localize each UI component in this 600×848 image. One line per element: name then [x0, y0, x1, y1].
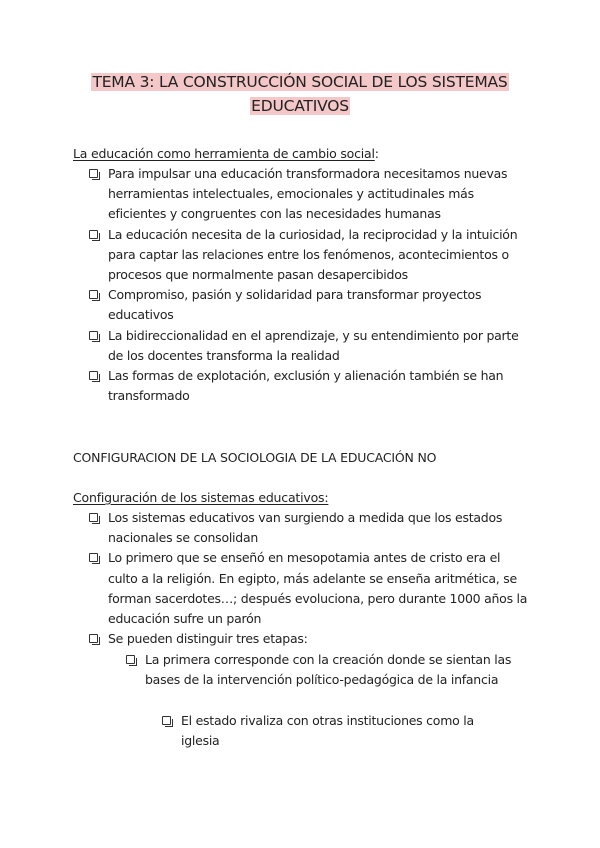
checkbox-bullet-icon — [89, 553, 98, 562]
list-item — [108, 548, 528, 629]
list-item — [108, 164, 528, 225]
section-heading-education-systems: Configuración de los sistemas educativos: — [73, 490, 329, 505]
section-heading-sociology: CONFIGURACION DE LA SOCIOLOGIA DE LA EDUCACIÓN NO — [73, 450, 437, 465]
list-item — [108, 508, 528, 548]
page-title — [0, 70, 600, 118]
checkbox-bullet-icon — [89, 290, 98, 299]
title-line-2: EDUCATIVOS — [251, 97, 349, 115]
checkbox-bullet-icon — [89, 230, 98, 239]
section3-bullet-list — [108, 508, 528, 649]
list-item-text: La educación necesita de la curiosidad, la reciprocidad y la intuición para captar las relaciones entre los fenómenos, acontecimientos o procesos que normalmente pasan desapercibidos — [108, 226, 518, 283]
list-item-text: Se pueden distinguir tres etapas: — [108, 631, 308, 647]
section3-sub-list — [145, 650, 525, 690]
list-item — [145, 650, 525, 690]
checkbox-bullet-icon — [89, 331, 98, 340]
section-heading-colon: : — [374, 146, 379, 161]
list-item-text: La primera corresponde con la creación donde se sientan las bases de la intervención político-pedagógica de la infancia — [145, 652, 512, 688]
checkbox-bullet-icon — [89, 169, 98, 178]
list-item — [108, 629, 528, 649]
list-item — [108, 285, 528, 325]
title-line-1: TEMA 3: LA CONSTRUCCIÓN SOCIAL DE LOS SISTEMAS — [92, 73, 508, 91]
checkbox-bullet-icon — [89, 634, 98, 643]
list-item-text: Lo primero que se enseñó en mesopotamia antes de cristo era el culto a la religión. En egipto, más adelante se enseña aritmética, se forman sacerdotes…; después evoluciona, pero durante 1000 años la educación sufre un parón — [108, 550, 528, 627]
list-item — [108, 225, 528, 286]
section3-sub-sub-list — [181, 711, 501, 751]
checkbox-bullet-icon — [162, 716, 171, 725]
list-item — [108, 326, 528, 366]
list-item-text: Para impulsar una educación transformadora necesitamos nuevas herramientas intelectuales, emocionales y actitudinales más eficientes y congruentes con las necesidades humanas — [108, 166, 508, 222]
section-heading-education-change — [73, 144, 379, 164]
checkbox-bullet-icon — [89, 371, 98, 380]
section-heading-text: La educación como herramienta de cambio social — [73, 146, 375, 161]
list-item-text: Compromiso, pasión y solidaridad para transformar proyectos educativos — [108, 287, 482, 323]
list-item-text: La bidireccionalidad en el aprendizaje, y su entendimiento por parte de los docentes transforma la realidad — [108, 327, 519, 363]
checkbox-bullet-icon — [89, 513, 98, 522]
list-item-text: El estado rivaliza con otras instituciones como la iglesia — [181, 713, 474, 749]
list-item-text: Las formas de explotación, exclusión y alienación también se han transformado — [108, 368, 504, 404]
section1-bullet-list — [108, 164, 528, 406]
list-item — [181, 711, 501, 751]
checkbox-bullet-icon — [126, 655, 135, 664]
list-item-text: Los sistemas educativos van surgiendo a medida que los estados nacionales se consolidan — [108, 510, 503, 546]
list-item — [108, 366, 528, 406]
